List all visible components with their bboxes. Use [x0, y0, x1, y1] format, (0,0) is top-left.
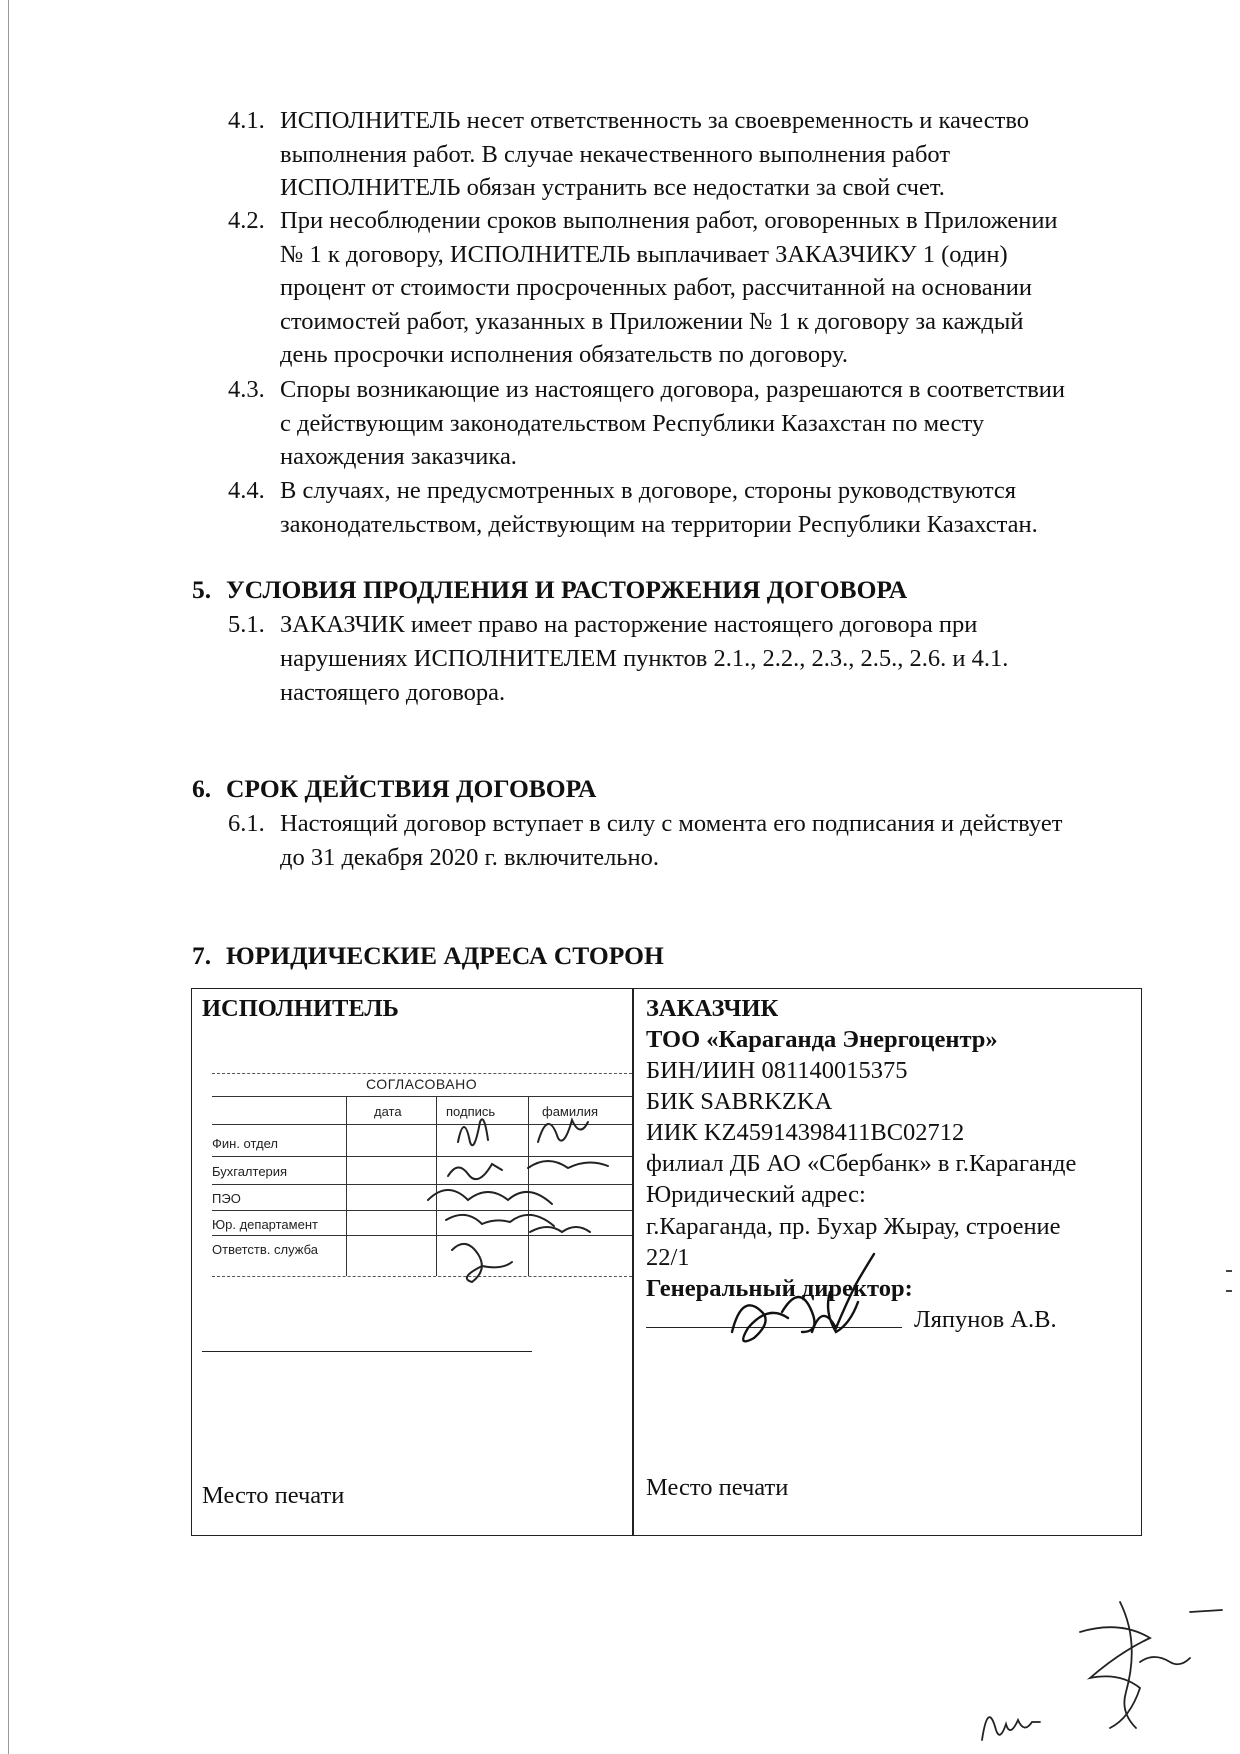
section-number: 6.: [192, 774, 212, 803]
clause-number: 4.4.: [228, 477, 265, 504]
customer-company: ТОО «Караганда Энергоцентр»: [646, 1026, 998, 1053]
clause-line: до 31 декабря 2020 г. включительно.: [280, 843, 659, 871]
clause-line: нарушениях ИСПОЛНИТЕЛЕМ пунктов 2.1., 2.2., 2.3., 2.5., 2.6. и 4.1.: [280, 645, 1009, 672]
clause-number: 4.2.: [228, 207, 265, 234]
clause-line: № 1 к договору, ИСПОЛНИТЕЛЬ выплачивает ЗАКАЗЧИКУ 1 (один): [280, 240, 1008, 268]
clause-4-4: [228, 474, 1038, 541]
clause-line: с действующим законодательством Республики Казахстан по месту: [280, 409, 985, 437]
clause-6-1: [228, 807, 1062, 874]
approval-stamp: [206, 1072, 636, 1302]
clause-number: 4.1.: [228, 107, 265, 134]
clause-line: ЗАКАЗЧИК имеет право на расторжение настоящего договора при: [280, 611, 978, 638]
stamp-title: СОГЛАСОВАНО: [366, 1076, 478, 1092]
clause-line: день просрочки исполнения обязательств по договору.: [280, 341, 848, 368]
customer-bin: БИН/ИИН 081140015375: [646, 1057, 908, 1084]
section-title: СРОК ДЕЙСТВИЯ ДОГОВОРА: [226, 774, 597, 803]
stamp-row-finance: Фин. отдел: [212, 1136, 278, 1151]
clause-line: настоящего договора.: [280, 679, 506, 706]
stamp-row-responsible: Ответств. служба: [212, 1242, 318, 1257]
stamp-row-peo: ПЭО: [212, 1191, 241, 1206]
clause-4-2: [228, 204, 1058, 372]
section-5-heading: [192, 575, 907, 605]
stamp-column-signature: подпись: [446, 1104, 496, 1119]
executor-heading: ИСПОЛНИТЕЛЬ: [202, 995, 399, 1022]
section-title: УСЛОВИЯ ПРОДЛЕНИЯ И РАСТОРЖЕНИЯ ДОГОВОРА: [226, 575, 908, 604]
clause-5-1: [228, 608, 1008, 710]
clause-number: 4.3.: [228, 376, 265, 403]
customer-director-name: Ляпунов А.В.: [914, 1306, 1057, 1333]
clause-line: ИСПОЛНИТЕЛЬ несет ответственность за своевременность и качество: [280, 107, 1029, 134]
customer-address-line2: 22/1: [646, 1244, 690, 1271]
customer-director-title: Генеральный директор:: [646, 1275, 913, 1302]
stamp-row-legal: Юр. департамент: [212, 1217, 318, 1232]
customer-seal-place: Место печати: [646, 1474, 789, 1501]
page-initials: [970, 1572, 1230, 1752]
left-margin-line: [8, 0, 9, 1754]
clause-line: Настоящий договор вступает в силу с момента его подписания и действует: [280, 810, 1063, 837]
stamp-row-accounting: Бухгалтерия: [212, 1164, 288, 1179]
clause-number: 5.1.: [228, 611, 265, 638]
director-signature: [712, 1252, 912, 1362]
customer-iik: ИИК KZ45914398411BC02712: [646, 1119, 965, 1146]
customer-heading: ЗАКАЗЧИК: [646, 995, 779, 1022]
stamp-column-surname: фамилия: [542, 1104, 599, 1119]
section-number: 5.: [192, 575, 212, 604]
clause-line: законодательством, действующим на территории Республики Казахстан.: [280, 510, 1038, 538]
section-7-heading: [192, 941, 664, 971]
clause-line: процент от стоимости просроченных работ, рассчитанной на основании: [280, 274, 1033, 301]
executor-signature-line: [202, 1351, 532, 1352]
clause-line: нахождения заказчика.: [280, 443, 517, 470]
clause-4-3: [228, 373, 1065, 474]
customer-address-label: Юридический адрес:: [646, 1181, 866, 1208]
section-number: 7.: [192, 941, 212, 970]
customer-address-line1: г.Караганда, пр. Бухар Жырау, строение: [646, 1213, 1061, 1240]
clause-number: 6.1.: [228, 810, 265, 837]
clause-line: Споры возникающие из настоящего договора, разрешаются в соответствии: [280, 376, 1066, 403]
clause-line: ИСПОЛНИТЕЛЬ обязан устранить все недостатки за свой счет.: [280, 174, 945, 201]
right-margin-mark: [1226, 1290, 1232, 1292]
clause-line: выполнения работ. В случае некачественного выполнения работ: [280, 140, 951, 168]
clause-line: стоимостей работ, указанных в Приложении № 1 к договору за каждый: [280, 307, 1024, 335]
clause-line: При несоблюдении сроков выполнения работ, оговоренных в Приложении: [280, 207, 1058, 234]
clause-4-1: [228, 104, 1029, 205]
section-title: ЮРИДИЧЕСКИЕ АДРЕСА СТОРОН: [226, 941, 664, 970]
executor-seal-place: Место печати: [202, 1482, 345, 1509]
clause-line: В случаях, не предусмотренных в договоре, стороны руководствуются: [280, 477, 1017, 504]
customer-bik: БИК SABRKZKA: [646, 1088, 833, 1115]
stamp-column-date: дата: [374, 1104, 402, 1119]
handwritten-approvals: [206, 1072, 636, 1302]
customer-bank: филиал ДБ АО «Сбербанк» в г.Караганде: [646, 1150, 1077, 1177]
right-margin-mark: [1226, 1270, 1232, 1272]
section-6-heading: [192, 774, 596, 804]
